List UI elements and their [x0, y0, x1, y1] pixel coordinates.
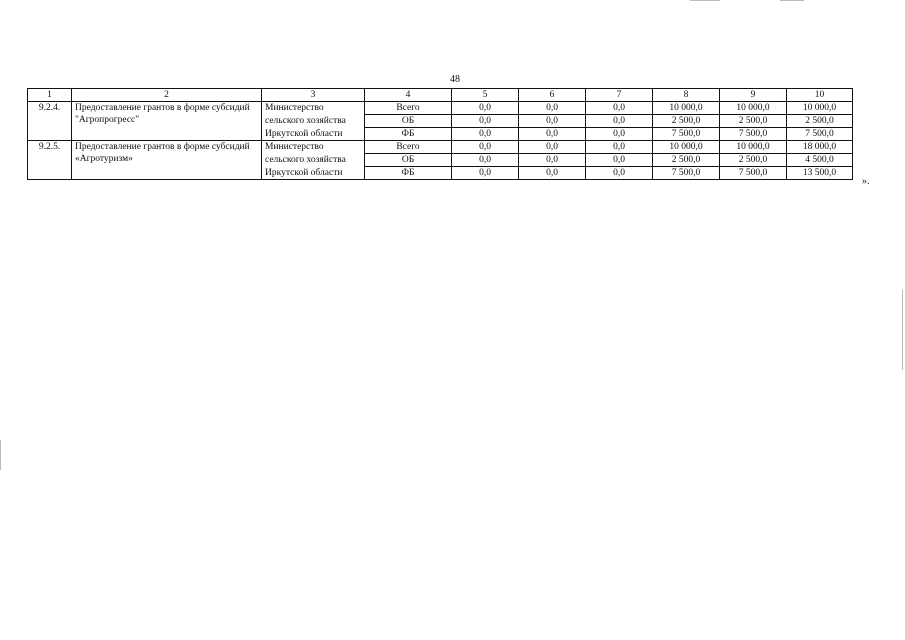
value-cell: 0,0	[519, 115, 586, 128]
funding-source: Всего	[365, 141, 452, 154]
value-cell: 7 500,0	[653, 167, 720, 180]
value-cell: 10 000,0	[653, 141, 720, 154]
page-number: 48	[450, 74, 460, 85]
value-cell: 2 500,0	[653, 115, 720, 128]
executor-line: сельского хозяйства	[262, 115, 365, 128]
value-cell: 10 000,0	[720, 102, 787, 115]
value-cell: 2 500,0	[720, 115, 787, 128]
header-cell: 8	[653, 89, 720, 102]
scan-artifact	[780, 0, 804, 1]
value-cell: 0,0	[519, 102, 586, 115]
value-cell: 0,0	[519, 154, 586, 167]
value-cell: 10 000,0	[787, 102, 853, 115]
value-cell: 10 000,0	[653, 102, 720, 115]
value-cell: 0,0	[586, 141, 653, 154]
value-cell: 0,0	[452, 154, 519, 167]
value-cell: 0,0	[519, 141, 586, 154]
executor-line: сельского хозяйства	[262, 154, 365, 167]
value-cell: 0,0	[452, 141, 519, 154]
header-cell: 10	[787, 89, 853, 102]
closing-quote-mark: ».	[862, 176, 870, 187]
executor-line: Министерство	[262, 102, 365, 115]
value-cell: 2 500,0	[787, 115, 853, 128]
value-cell: 0,0	[519, 128, 586, 141]
table-row	[28, 141, 853, 154]
value-cell: 0,0	[586, 115, 653, 128]
value-cell: 0,0	[452, 167, 519, 180]
header-cell: 6	[519, 89, 586, 102]
value-cell: 0,0	[452, 115, 519, 128]
value-cell: 7 500,0	[720, 128, 787, 141]
value-cell: 0,0	[586, 102, 653, 115]
header-cell: 5	[452, 89, 519, 102]
header-cell: 1	[28, 89, 72, 102]
value-cell: 7 500,0	[720, 167, 787, 180]
value-cell: 0,0	[452, 128, 519, 141]
value-cell: 7 500,0	[787, 128, 853, 141]
funding-source: ОБ	[365, 154, 452, 167]
item-code: 9.2.4.	[28, 102, 72, 141]
table-row	[28, 102, 853, 115]
value-cell: 0,0	[586, 154, 653, 167]
header-cell: 4	[365, 89, 452, 102]
value-cell: 10 000,0	[720, 141, 787, 154]
executor-line: Иркутской области	[262, 128, 365, 141]
funding-source: ОБ	[365, 115, 452, 128]
scan-artifact	[902, 290, 903, 370]
value-cell: 0,0	[452, 102, 519, 115]
header-row	[28, 89, 853, 102]
item-code: 9.2.5.	[28, 141, 72, 180]
value-cell: 2 500,0	[720, 154, 787, 167]
item-description: Предоставление грантов в форме субсидий "Агропрогресс"	[72, 102, 262, 141]
value-cell: 0,0	[586, 128, 653, 141]
budget-table	[27, 88, 853, 180]
executor-line: Министерство	[262, 141, 365, 154]
header-cell: 2	[72, 89, 262, 102]
executor-line: Иркутской области	[262, 167, 365, 180]
value-cell: 7 500,0	[653, 128, 720, 141]
value-cell: 4 500,0	[787, 154, 853, 167]
scan-artifact	[690, 0, 720, 1]
value-cell: 2 500,0	[653, 154, 720, 167]
funding-source: Всего	[365, 102, 452, 115]
header-cell: 7	[586, 89, 653, 102]
value-cell: 0,0	[586, 167, 653, 180]
value-cell: 18 000,0	[787, 141, 853, 154]
item-description: Предоставление грантов в форме субсидий «Агротуризм»	[72, 141, 262, 180]
funding-source: ФБ	[365, 167, 452, 180]
value-cell: 0,0	[519, 167, 586, 180]
scan-artifact	[0, 440, 1, 470]
header-cell: 9	[720, 89, 787, 102]
funding-source: ФБ	[365, 128, 452, 141]
header-cell: 3	[262, 89, 365, 102]
value-cell: 13 500,0	[787, 167, 853, 180]
